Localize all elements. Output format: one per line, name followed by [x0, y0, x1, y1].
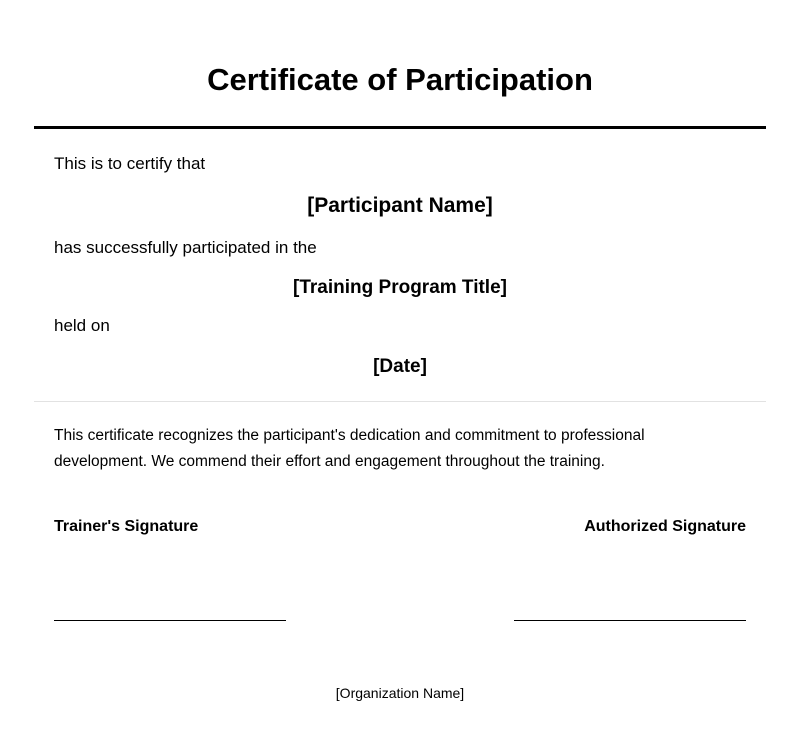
- held-on-line: held on: [54, 316, 110, 335]
- participated-line: has successfully participated in the: [54, 238, 317, 257]
- certificate-title: Certificate of Participation: [207, 62, 593, 97]
- authorized-signature-line: [514, 620, 746, 621]
- intro-line: This is to certify that: [54, 154, 206, 173]
- organization-name: [Organization Name]: [335, 685, 465, 701]
- program-title: [Training Program Title]: [293, 277, 507, 298]
- title-divider: [34, 126, 766, 129]
- section-divider: [34, 401, 766, 402]
- recognition-text: This certificate recognizes the participant's dedication and commitment to professional development. We commend their effort and engagement throughout the training.: [54, 427, 645, 470]
- trainer-signature-line: [54, 620, 286, 621]
- certificate: [34, 0, 766, 748]
- trainer-signature-label: Trainer's Signature: [54, 518, 199, 535]
- participant-name: [Participant Name]: [307, 194, 493, 217]
- authorized-signature-label: Authorized Signature: [584, 518, 746, 535]
- certificate-date: [Date]: [373, 356, 427, 377]
